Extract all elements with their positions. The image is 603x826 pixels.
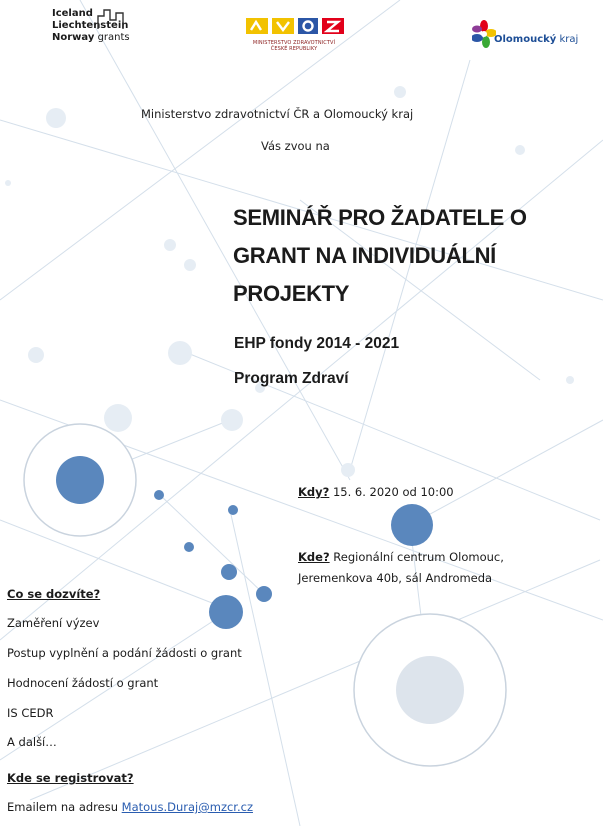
learn-item: Zaměření výzev <box>7 616 100 630</box>
organizers-line: Ministerstvo zdravotnictví ČR a Olomoucký kraj <box>141 107 414 121</box>
olomoucky-kraj-logo <box>472 20 582 54</box>
eea-line-liechtenstein: Liechtenstein <box>52 20 129 31</box>
fund-name: EHP fondy 2014 - 2021 <box>234 335 400 352</box>
when-value: 15. 6. 2020 od 10:00 <box>332 485 454 499</box>
register-heading: Kde se registrovat? <box>7 771 134 785</box>
title-line-3: PROJEKTY <box>233 281 350 306</box>
learn-item: A další… <box>7 735 57 749</box>
where-label: Kde? <box>298 550 330 564</box>
learn-heading: Co se dozvíte? <box>7 587 101 601</box>
region-name-rest: kraj <box>559 34 579 45</box>
info-list <box>7 0 330 826</box>
eea-line-norway: Norway <box>52 32 95 43</box>
program-name: Program Zdraví <box>234 370 349 387</box>
where-line-1: Regionální centrum Olomouc, <box>333 550 504 564</box>
where-block <box>298 547 504 589</box>
when-label: Kdy? <box>298 485 330 499</box>
learn-item: Hodnocení žádostí o grant <box>7 676 159 690</box>
title-line-2: GRANT NA INDIVIDUÁLNÍ <box>233 243 496 268</box>
email-link[interactable]: Matous.Duraj@mzcr.cz <box>121 800 253 814</box>
eea-line-grants: grants <box>97 32 130 43</box>
learn-item: IS CEDR <box>7 706 54 720</box>
region-name-bold: Olomoucký <box>494 34 557 45</box>
title-line-1: SEMINÁŘ PRO ŽADATELE O <box>233 205 527 230</box>
ministry-name-line2: ČESKÉ REPUBLIKY <box>270 46 318 52</box>
flower-icon <box>472 20 496 50</box>
invites-line: Vás zvou na <box>261 139 330 153</box>
ministry-name-line1: MINISTERSTVO ZDRAVOTNICTVÍ <box>252 40 336 46</box>
where-line-2: Jeremenkova 40b, sál Andromeda <box>298 571 493 585</box>
register-text: Emailem na adresu <box>7 800 119 814</box>
eea-line-iceland: Iceland <box>52 8 93 19</box>
register-line <box>7 800 253 814</box>
learn-item: Postup vyplnění a podání žádosti o grant <box>7 646 242 660</box>
